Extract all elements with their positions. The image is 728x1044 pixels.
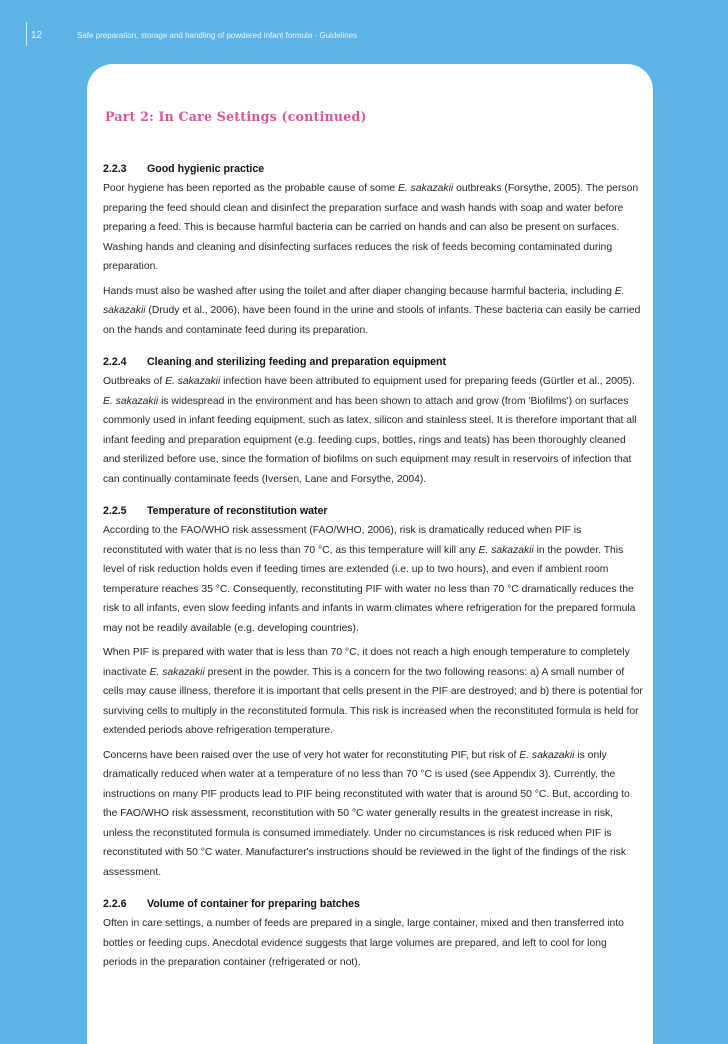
paragraph: Concerns have been raised over the use of very hot water for reconstituting PIF, but risk of E. sakazakii is only dramatically reduced when water at a temperature of no less than 70 °C is used (see Appendix 3). Currently, the instructions on many PIF products lead to PIF being reconstituted with water that is around 50 °C. But, according to the FAO/WHO risk assessment, reconstitution with 50 °C water generally results in the greatest increase in risk, unless the reconstituted formula is consumed immediately. Under no circumstances is risk reduced when PIF is reconstituted with 50 °C water. Manufacturer's instructions should be reviewed in the light of the findings of the risk assessment. xyxy=(103,749,630,878)
subsection-number: 2.2.3 xyxy=(103,163,127,175)
subsection-number: 2.2.6 xyxy=(103,898,127,910)
section-gap xyxy=(103,887,643,895)
subsection-heading xyxy=(103,502,643,521)
paragraph: Poor hygiene has been reported as the probable cause of some E. sakazakii outbreaks (Forsythe, 2005). The person preparing the feed should clean and disinfect the preparation surface and wash hands with soap and water before preparing a feed. This is because harmful bacteria can be carried on hands and can also be present on surfaces. Washing hands and cleaning and disinfecting surfaces reduces the risk of feeds becoming contaminated during preparation. xyxy=(103,183,639,272)
header-divider xyxy=(26,22,27,46)
paragraph: When PIF is prepared with water that is less than 70 °C, it does not reach a high enough temperature to completely inactivate E. sakazakii present in the powder. This is a concern for the two following reasons: a) A small number of cells may cause illness, therefore it is important that cells present in the PIF are destroyed; and b) there is potential for surviving cells to multiply in the reconstituted formula. This risk is increased when the reconstituted formula is held for extended periods above refrigeration temperature. xyxy=(103,647,643,736)
species-name: E. sakazakii xyxy=(103,285,625,316)
section-gap xyxy=(103,494,643,502)
subsection-number: 2.2.4 xyxy=(103,356,127,368)
section-title: Part 2: In Care Settings (continued) xyxy=(105,109,367,124)
species-name: E. sakazakii xyxy=(165,376,221,387)
paragraph: According to the FAO/WHO risk assessment (FAO/WHO, 2006), risk is dramatically reduced when PIF is reconstituted with water that is no less than 70 °C, as this temperature will kill any E. sakazakii in the powder. This level of risk reduction holds even if feeding times are extended (i.e. up to two hours), and even if ambient room temperature reaches 35 °C. Consequently, reconstituting PIF with water no less than 70 °C dramatically reduces the risk to all infants, even slow feeding infants and infants in warm climates where refrigeration for the prepared formula may not be readily available (e.g. developing countries). xyxy=(103,525,636,634)
subsection-number: 2.2.5 xyxy=(103,505,127,517)
subsection-title: Good hygienic practice xyxy=(147,163,265,175)
section-gap xyxy=(103,345,643,353)
page-number: 12 xyxy=(31,30,43,41)
paragraph: Outbreaks of E. sakazakii infection have been attributed to equipment used for preparing feeds (Gürtler et al., 2005). E. sakazakii is widespread in the environment and has been shown to attach and grow (from 'Biofilms') on surfaces commonly used in infant feeding equipment, such as latex, silicon and stainless steel. It is therefore important that all infant feeding and preparation equipment (e.g. feeding cups, bottles, rings and teats) has been thoroughly cleaned and sterilized before use, since the formation of biofilms on such equipment may result in reservoirs of infection that can continually contaminate feeds (Iversen, Lane and Forsythe, 2004). xyxy=(103,376,637,485)
species-name: E. sakazakii xyxy=(478,544,534,556)
subsection-title: Volume of container for preparing batches xyxy=(147,898,360,910)
species-name: E. sakazakii xyxy=(519,749,575,761)
species-name: E. sakazakii xyxy=(149,666,205,678)
paragraph: Often in care settings, a number of feeds are prepared in a single, large container, mixed and then transferred into bottles or feeding cups. Anecdotal evidence suggests that large volumes are prepared, and left to cool for long periods in the preparation container (refrigerated or not). xyxy=(103,918,624,968)
subsection-title: Temperature of reconstitution water xyxy=(147,505,328,517)
paragraph: Hands must also be washed after using the toilet and after diaper changing because harmful bacteria, including E. sakazakii (Drudy et al., 2006), have been found in the urine and stools of infants. These bacteria can easily be carried on the hands and contaminate feed during its preparation. xyxy=(103,285,641,336)
document-body xyxy=(103,160,643,978)
subsection-heading xyxy=(103,160,643,179)
running-header: Safe preparation, storage and handling of powdered infant formula - Guidelines xyxy=(77,31,358,40)
subsection-title: Cleaning and sterilizing feeding and preparation equipment xyxy=(147,356,447,368)
species-name: E. sakazakii xyxy=(103,395,159,407)
species-name: E. sakazakii xyxy=(398,183,454,194)
subsection-heading xyxy=(103,353,643,372)
subsection-heading xyxy=(103,895,643,914)
